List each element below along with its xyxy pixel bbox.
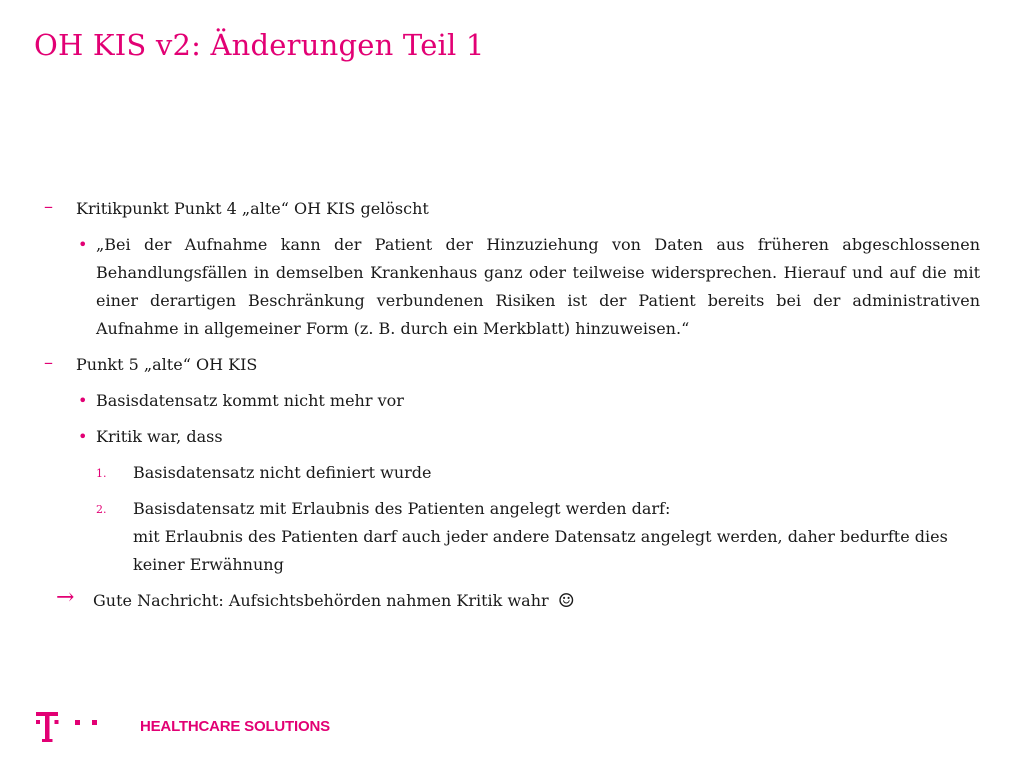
numbered-item-2 (40, 495, 980, 579)
numbered-item-1 (40, 459, 980, 487)
bullet-marker: • (78, 427, 88, 446)
smiley-icon: ☺ (557, 590, 575, 612)
arrow-right-icon: → (56, 585, 75, 610)
list-item-punkt-5 (40, 351, 980, 379)
bullet-text: Basisdatensatz kommt nicht mehr vor (96, 391, 404, 410)
bullet-marker: • (78, 235, 88, 254)
quote-text: „Bei der Aufnahme kann der Patient der Hinzuziehung von Daten aus früheren abgeschlossenen Behandlungsfällen in demselben Krankenhaus ganz oder teilweise widersprechen. Hierauf und auf die mit einer derartigen Beschränkung verbundenen Risiken ist der Patient bereits bei der administrativen Aufnahme in allgemeiner Form (z. B. durch ein Merkblatt) hinzuweisen.“ (96, 235, 980, 338)
number-marker: 1. (96, 467, 107, 480)
numbered-continuation: mit Erlaubnis des Patienten darf auch jeder andere Datensatz angelegt werden, daher bedurfte dies keiner Erwähnung (133, 527, 948, 574)
conclusion-line (40, 587, 980, 615)
quote-bullet (40, 231, 980, 343)
bullet-marker: • (78, 391, 88, 410)
bullet-kritik (40, 423, 980, 451)
number-marker: 2. (96, 503, 107, 516)
slide-title: OH KIS v2: Änderungen Teil 1 (34, 28, 485, 62)
list-item-text: Punkt 5 „alte“ OH KIS (76, 355, 258, 374)
dash-marker: – (44, 196, 53, 217)
footer-brand-text: HEALTHCARE SOLUTIONS (140, 718, 330, 735)
dash-marker: – (44, 352, 53, 373)
conclusion-text: Gute Nachricht: Aufsichtsbehörden nahmen Kritik wahr (93, 591, 549, 610)
numbered-text: Basisdatensatz mit Erlaubnis des Patienten angelegt werden darf: (133, 499, 671, 518)
bullet-basisdatensatz (40, 387, 980, 415)
list-item-kritikpunkt-4 (40, 195, 980, 223)
bullet-text: Kritik war, dass (96, 427, 223, 446)
numbered-text: Basisdatensatz nicht definiert wurde (133, 463, 432, 482)
slide-content (40, 195, 980, 615)
telekom-t-logo-icon (36, 710, 108, 744)
list-item-text: Kritikpunkt Punkt 4 „alte“ OH KIS gelöscht (76, 199, 429, 218)
